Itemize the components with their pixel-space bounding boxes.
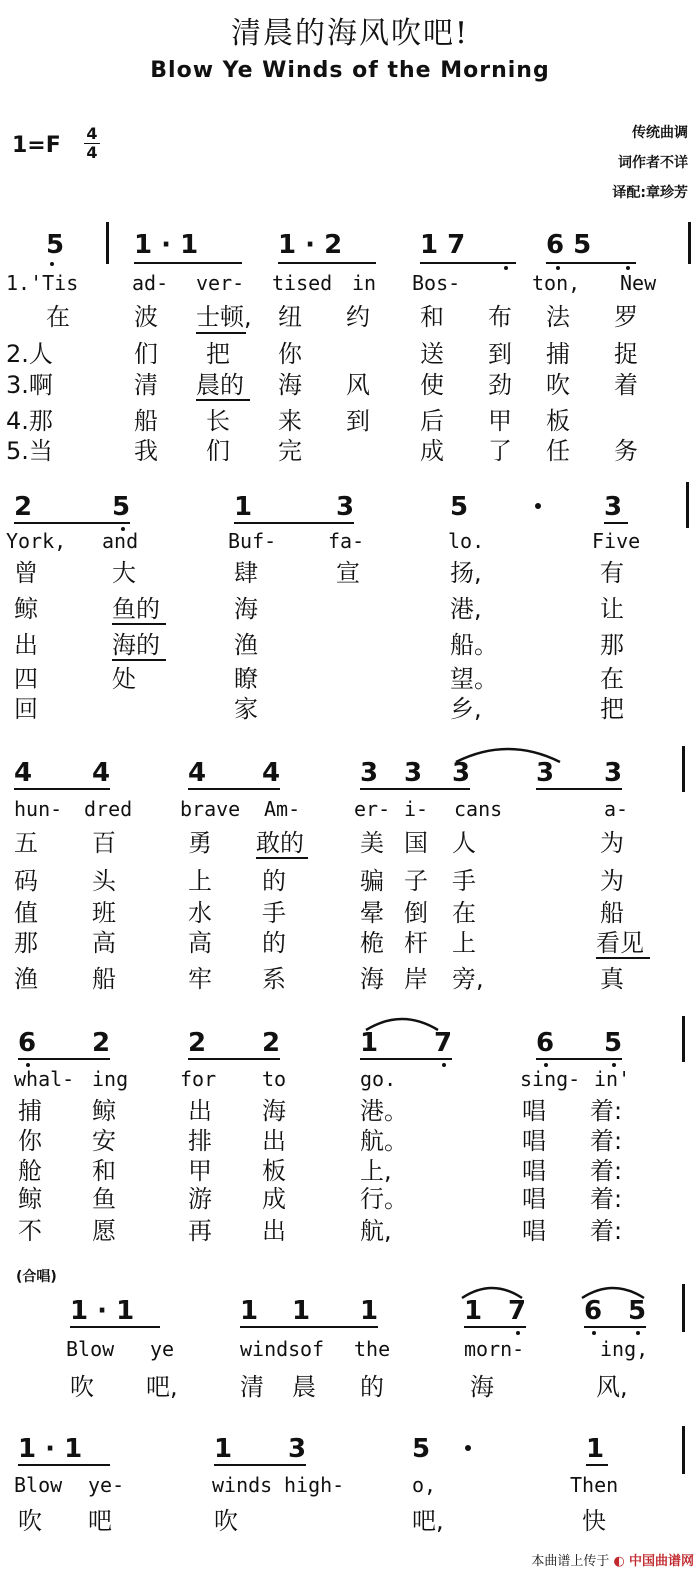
lyric-cn: 鲸 (14, 595, 38, 623)
octave-dot-below (504, 266, 508, 270)
lyric-cn: 出 (188, 1097, 212, 1125)
note: 6 (536, 1028, 555, 1058)
lyric-cn: 百 (92, 829, 116, 857)
credit-lyricist: 词作者不详 (618, 155, 688, 171)
lyric-cn: 桅 (360, 929, 384, 957)
lyric-en: brave (180, 797, 241, 821)
lyric-cn: 船。 (450, 631, 498, 659)
lyric-cn: 5.当 (6, 437, 53, 465)
lyric-cn: 鱼的 (112, 595, 160, 623)
lyric-cn: 甲 (188, 1157, 212, 1185)
lyric-cn: 约 (346, 303, 370, 331)
lyric-cn: 着: (590, 1127, 623, 1155)
lyric-cn: 勇 (188, 829, 212, 857)
note: 5 (46, 230, 65, 260)
lyric-cn: 捉 (614, 340, 638, 368)
lyric-cn: 海 (360, 965, 384, 993)
lyric-cn: 美 (360, 829, 384, 857)
lyric-cn: 不 (18, 1217, 42, 1245)
note: 3 (604, 758, 623, 788)
lyric-cn: 和 (92, 1157, 116, 1185)
lyric-en: of (300, 1337, 325, 1361)
lyric-cn: 真 (600, 965, 624, 993)
title-english: Blow Ye Winds of the Morning (150, 58, 550, 83)
note-underline (464, 1326, 526, 1328)
footer-watermark (531, 1550, 694, 1569)
lyric-en: 1.'Tis (6, 271, 79, 295)
octave-dot-below (556, 266, 560, 270)
note: 1 (360, 1296, 379, 1326)
lyric-cn: 士顿, (196, 303, 252, 331)
dot-augment (535, 503, 541, 509)
lyric-cn: 吹 (214, 1507, 238, 1535)
note: 1 · 1 (18, 1434, 83, 1464)
lyric-cn: 着: (590, 1097, 623, 1125)
note: 5 (112, 492, 131, 522)
lyric-cn: 有 (600, 559, 624, 587)
lyric-cn: 码 (14, 867, 38, 895)
note-underline (70, 1326, 160, 1328)
note-underline (604, 522, 628, 524)
lyric-en: o, (412, 1473, 437, 1497)
note: 7 (508, 1296, 527, 1326)
lyric-cn: 海 (234, 595, 258, 623)
lyric-slur-underline (112, 623, 166, 625)
note-underline (240, 1326, 378, 1328)
lyric-cn: 班 (92, 899, 116, 927)
note-underline (536, 788, 622, 790)
note: 4 (92, 758, 111, 788)
lyric-en: Am- (264, 797, 301, 821)
note: 7 (434, 1028, 453, 1058)
lyric-cn: 们 (134, 340, 158, 368)
lyric-cn: 快 (582, 1507, 606, 1535)
lyric-cn: 成 (420, 437, 444, 465)
lyric-cn: 你 (18, 1127, 42, 1155)
key-signature: 1=F (12, 133, 61, 158)
note-underline (14, 522, 130, 524)
note: 3 (604, 492, 623, 522)
note: 3 (452, 758, 471, 788)
note: 1 · 2 (278, 230, 343, 260)
octave-dot-below (592, 1331, 596, 1335)
lyric-cn: 看见 (596, 929, 644, 957)
lyric-en: hun- (14, 797, 63, 821)
lyric-cn: 船 (600, 899, 624, 927)
lyric-cn: 扬, (450, 559, 482, 587)
lyric-cn: 出 (14, 631, 38, 659)
lyric-cn: 海 (278, 371, 302, 399)
lyric-cn: 舱 (18, 1157, 42, 1185)
lyric-cn: 送 (420, 340, 444, 368)
lyric-cn: 处 (112, 665, 136, 693)
lyric-cn: 了 (488, 437, 512, 465)
lyric-cn: 海的 (112, 631, 160, 659)
lyric-en: to (262, 1067, 287, 1091)
lyric-cn: 杆 (404, 929, 428, 957)
lyric-cn: 后 (420, 407, 444, 435)
lyric-cn: 海 (470, 1373, 494, 1401)
note: 2 (92, 1028, 111, 1058)
lyric-cn: 布 (488, 303, 512, 331)
lyric-cn: 吹 (546, 371, 570, 399)
lyric-slur-underline (256, 857, 308, 859)
lyric-cn: 鱼 (92, 1185, 116, 1213)
lyric-cn: 手 (452, 867, 476, 895)
note-underline (14, 788, 110, 790)
bar-line (682, 1284, 685, 1332)
note: 6 (584, 1296, 603, 1326)
note: 1 (586, 1434, 605, 1464)
note-underline (536, 1058, 622, 1060)
lyric-cn: 吧 (88, 1507, 112, 1535)
note-underline (420, 262, 516, 264)
lyric-cn: 肆 (234, 559, 258, 587)
lyric-cn: 捕 (546, 340, 570, 368)
lyric-cn: 我 (134, 437, 158, 465)
lyric-en: ye- (88, 1473, 125, 1497)
lyric-cn: 安 (92, 1127, 116, 1155)
lyric-cn: 高 (188, 929, 212, 957)
lyric-cn: 劲 (488, 371, 512, 399)
brand-logo-icon: ◐ (613, 1554, 625, 1569)
lyric-en: lo. (448, 529, 485, 553)
note: 3 (288, 1434, 307, 1464)
lyric-en: New (620, 271, 657, 295)
lyric-cn: 清 (240, 1373, 264, 1401)
lyric-cn: 航。 (360, 1127, 408, 1155)
chorus-label: (合唱) (16, 1269, 57, 1285)
lyric-cn: 风 (346, 371, 370, 399)
lyric-cn: 让 (600, 595, 624, 623)
title-chinese: 清晨的海风吹吧! (230, 16, 470, 51)
lyric-cn: 上 (452, 929, 476, 957)
lyric-cn: 着: (590, 1157, 623, 1185)
lyric-en: ing, (600, 1337, 649, 1361)
lyric-cn: 大 (112, 559, 136, 587)
lyric-slur-underline (196, 332, 246, 334)
lyric-en: in' (594, 1067, 631, 1091)
lyric-en: winds (240, 1337, 301, 1361)
lyric-cn: 吧, (146, 1373, 178, 1401)
note-underline (546, 262, 636, 264)
time-signature-top: 4 (86, 124, 98, 143)
lyric-cn: 的 (262, 929, 286, 957)
lyric-cn: 晕 (360, 899, 384, 927)
octave-dot-below (626, 266, 630, 270)
lyric-cn: 来 (278, 407, 302, 435)
lyric-en: go. (360, 1067, 397, 1091)
lyric-cn: 上 (188, 867, 212, 895)
lyric-slur-underline (196, 399, 250, 401)
note: 5 (604, 1028, 623, 1058)
lyric-en: Then (570, 1473, 619, 1497)
lyric-cn: 长 (206, 407, 230, 435)
lyric-en: a- (604, 797, 629, 821)
bar-line (682, 1426, 685, 1474)
note: 1 7 (420, 230, 466, 260)
note: 4 (188, 758, 207, 788)
note: 3 (336, 492, 355, 522)
lyric-cn: 你 (278, 340, 302, 368)
lyric-cn: 鲸 (18, 1185, 42, 1213)
lyric-cn: 风, (596, 1373, 628, 1401)
lyric-cn: 和 (420, 303, 444, 331)
lyric-en: for (180, 1067, 217, 1091)
lyric-en: i- (404, 797, 429, 821)
lyric-en: ton, (532, 271, 581, 295)
lyric-cn: 上, (360, 1157, 392, 1185)
lyric-cn: 港。 (360, 1097, 408, 1125)
lyric-cn: 吹 (18, 1507, 42, 1535)
lyric-cn: 出 (262, 1127, 286, 1155)
footer-brand: 中国曲谱网 (628, 1554, 694, 1569)
lyric-cn: 行。 (360, 1185, 408, 1213)
lyric-en: Buf- (228, 529, 277, 553)
lyric-cn: 子 (404, 867, 428, 895)
lyric-en: whal- (14, 1067, 75, 1091)
lyric-cn: 法 (546, 303, 570, 331)
lyric-cn: 排 (188, 1127, 212, 1155)
lyric-cn: 那 (600, 631, 624, 659)
note: 2 (188, 1028, 207, 1058)
credit-melody: 传统曲调 (632, 125, 688, 141)
lyric-cn: 清 (134, 371, 158, 399)
lyric-cn: 骗 (360, 867, 384, 895)
note: 3 (536, 758, 555, 788)
lyric-cn: 家 (234, 695, 258, 723)
lyric-cn: 五 (14, 829, 38, 857)
lyric-cn: 着 (614, 371, 638, 399)
note: 1 (360, 1028, 379, 1058)
note: 5 (450, 492, 469, 522)
time-signature-bottom: 4 (86, 143, 98, 162)
lyric-cn: 在 (452, 899, 476, 927)
lyric-cn: 们 (206, 437, 230, 465)
lyric-en: Blow (14, 1473, 63, 1497)
lyric-cn: 瞭 (234, 665, 258, 693)
lyric-cn: 3.啊 (6, 371, 53, 399)
lyric-cn: 船 (92, 965, 116, 993)
lyric-cn: 四 (14, 665, 38, 693)
lyric-cn: 渔 (234, 631, 258, 659)
lyric-cn: 海 (262, 1097, 286, 1125)
note: 6 5 (546, 230, 592, 260)
note: 1 (292, 1296, 311, 1326)
note-underline (18, 1058, 110, 1060)
lyric-cn: 国 (404, 829, 428, 857)
lyric-cn: 再 (188, 1217, 212, 1245)
lyric-cn: 吧, (412, 1507, 444, 1535)
lyric-cn: 值 (14, 899, 38, 927)
lyric-cn: 成 (262, 1185, 286, 1213)
note-underline (214, 1464, 306, 1466)
note-underline (584, 1326, 646, 1328)
lyric-en: sing- (520, 1067, 581, 1091)
lyric-en: Five (592, 529, 641, 553)
bar-line (686, 482, 689, 528)
note-underline (360, 1058, 452, 1060)
lyric-en: cans (454, 797, 503, 821)
lyric-cn: 宣 (336, 559, 360, 587)
lyric-cn: 使 (420, 371, 444, 399)
octave-dot-below (50, 262, 54, 266)
lyric-cn: 那 (14, 929, 38, 957)
lyric-cn: 完 (278, 437, 302, 465)
lyric-slur-underline (112, 659, 166, 661)
lyric-cn: 望。 (450, 665, 498, 693)
bar-line (688, 222, 691, 264)
lyric-cn: 为 (600, 829, 624, 857)
lyric-cn: 板 (546, 407, 570, 435)
lyric-cn: 晨的 (196, 371, 244, 399)
lyric-en: er- (354, 797, 391, 821)
note-underline (586, 1464, 608, 1466)
note: 5 (412, 1434, 431, 1464)
lyric-cn: 的 (262, 867, 286, 895)
lyric-en: ing (92, 1067, 129, 1091)
lyric-cn: 乡, (450, 695, 482, 723)
lyric-en: ad- (132, 271, 169, 295)
note: 5 (628, 1296, 647, 1326)
lyric-cn: 吹 (70, 1373, 94, 1401)
lyric-en: Bos- (412, 271, 461, 295)
bar-line (682, 1016, 685, 1062)
lyric-cn: 唱 (522, 1157, 546, 1185)
lyric-cn: 唱 (522, 1127, 546, 1155)
lyric-slur-underline (596, 957, 650, 959)
lyric-cn: 4.那 (6, 407, 53, 435)
lyric-cn: 着: (590, 1185, 623, 1213)
octave-dot-below (636, 1331, 640, 1335)
lyric-cn: 手 (262, 899, 286, 927)
note-underline (188, 1058, 280, 1060)
lyric-en: dred (84, 797, 133, 821)
note: 1 (464, 1296, 483, 1326)
note-underline (360, 788, 470, 790)
lyric-en: ver- (196, 271, 245, 295)
lyric-cn: 到 (488, 340, 512, 368)
lyric-cn: 敢的 (256, 829, 304, 857)
note-underline (18, 1464, 110, 1466)
note: 6 (18, 1028, 37, 1058)
note: 1 (240, 1296, 259, 1326)
lyric-cn: 回 (14, 695, 38, 723)
octave-dot-below (516, 1331, 520, 1335)
lyric-cn: 渔 (14, 965, 38, 993)
lyric-en: Blow (66, 1337, 115, 1361)
lyric-cn: 的 (360, 1373, 384, 1401)
lyric-cn: 务 (614, 437, 638, 465)
lyric-en: tised (272, 271, 333, 295)
note: 2 (14, 492, 33, 522)
lyric-cn: 旁, (452, 965, 484, 993)
dot-augment (465, 1445, 471, 1451)
lyric-cn: 唱 (522, 1185, 546, 1213)
note-underline (188, 788, 280, 790)
lyric-cn: 甲 (488, 407, 512, 435)
footer-prefix: 本曲谱上传于 (531, 1554, 610, 1569)
note: 4 (14, 758, 33, 788)
bar-line (682, 746, 685, 792)
note: 1 · 1 (134, 230, 199, 260)
note-underline (234, 522, 354, 524)
lyric-cn: 牢 (188, 965, 212, 993)
lyric-cn: 港, (450, 595, 482, 623)
lyric-en: morn- (464, 1337, 525, 1361)
lyric-cn: 唱 (522, 1217, 546, 1245)
lyric-cn: 愿 (92, 1217, 116, 1245)
note: 1 (234, 492, 253, 522)
lyric-en: and (102, 529, 139, 553)
lyric-cn: 到 (346, 407, 370, 435)
lyric-en: York, (6, 529, 67, 553)
lyric-cn: 航, (360, 1217, 392, 1245)
credit-translator: 译配:章珍芳 (612, 185, 688, 201)
lyric-cn: 曾 (14, 559, 38, 587)
lyric-cn: 板 (262, 1157, 286, 1185)
lyric-cn: 波 (134, 303, 158, 331)
lyric-en: winds (212, 1473, 273, 1497)
note: 4 (262, 758, 281, 788)
lyric-en: high- (284, 1473, 345, 1497)
lyric-cn: 系 (262, 965, 286, 993)
lyric-cn: 游 (188, 1185, 212, 1213)
lyric-en: in (352, 271, 377, 295)
lyric-cn: 2.人 (6, 340, 53, 368)
note: 1 · 1 (70, 1296, 135, 1326)
note-underline (278, 262, 376, 264)
lyric-cn: 罗 (614, 303, 638, 331)
lyric-cn: 唱 (522, 1097, 546, 1125)
bar-line (106, 222, 109, 264)
lyric-cn: 高 (92, 929, 116, 957)
lyric-cn: 船 (134, 407, 158, 435)
note: 3 (404, 758, 423, 788)
octave-dot-below (442, 1063, 446, 1067)
lyric-cn: 着: (590, 1217, 623, 1245)
lyric-en: ye (150, 1337, 175, 1361)
lyric-cn: 头 (92, 867, 116, 895)
lyric-en: the (354, 1337, 391, 1361)
lyric-cn: 在 (46, 303, 70, 331)
lyric-cn: 鲸 (92, 1097, 116, 1125)
lyric-en: fa- (328, 529, 365, 553)
lyric-cn: 出 (262, 1217, 286, 1245)
lyric-cn: 岸 (404, 965, 428, 993)
note-underline (134, 262, 242, 264)
lyric-cn: 水 (188, 899, 212, 927)
lyric-cn: 为 (600, 867, 624, 895)
lyric-cn: 捕 (18, 1097, 42, 1125)
lyric-cn: 任 (546, 437, 570, 465)
lyric-cn: 在 (600, 665, 624, 693)
lyric-cn: 纽 (278, 303, 302, 331)
note: 1 (214, 1434, 233, 1464)
lyric-cn: 人 (452, 829, 476, 857)
note: 3 (360, 758, 379, 788)
note: 2 (262, 1028, 281, 1058)
lyric-cn: 把 (206, 340, 230, 368)
lyric-cn: 晨 (292, 1373, 316, 1401)
lyric-cn: 倒 (404, 899, 428, 927)
lyric-cn: 把 (600, 695, 624, 723)
time-signature (84, 126, 100, 161)
